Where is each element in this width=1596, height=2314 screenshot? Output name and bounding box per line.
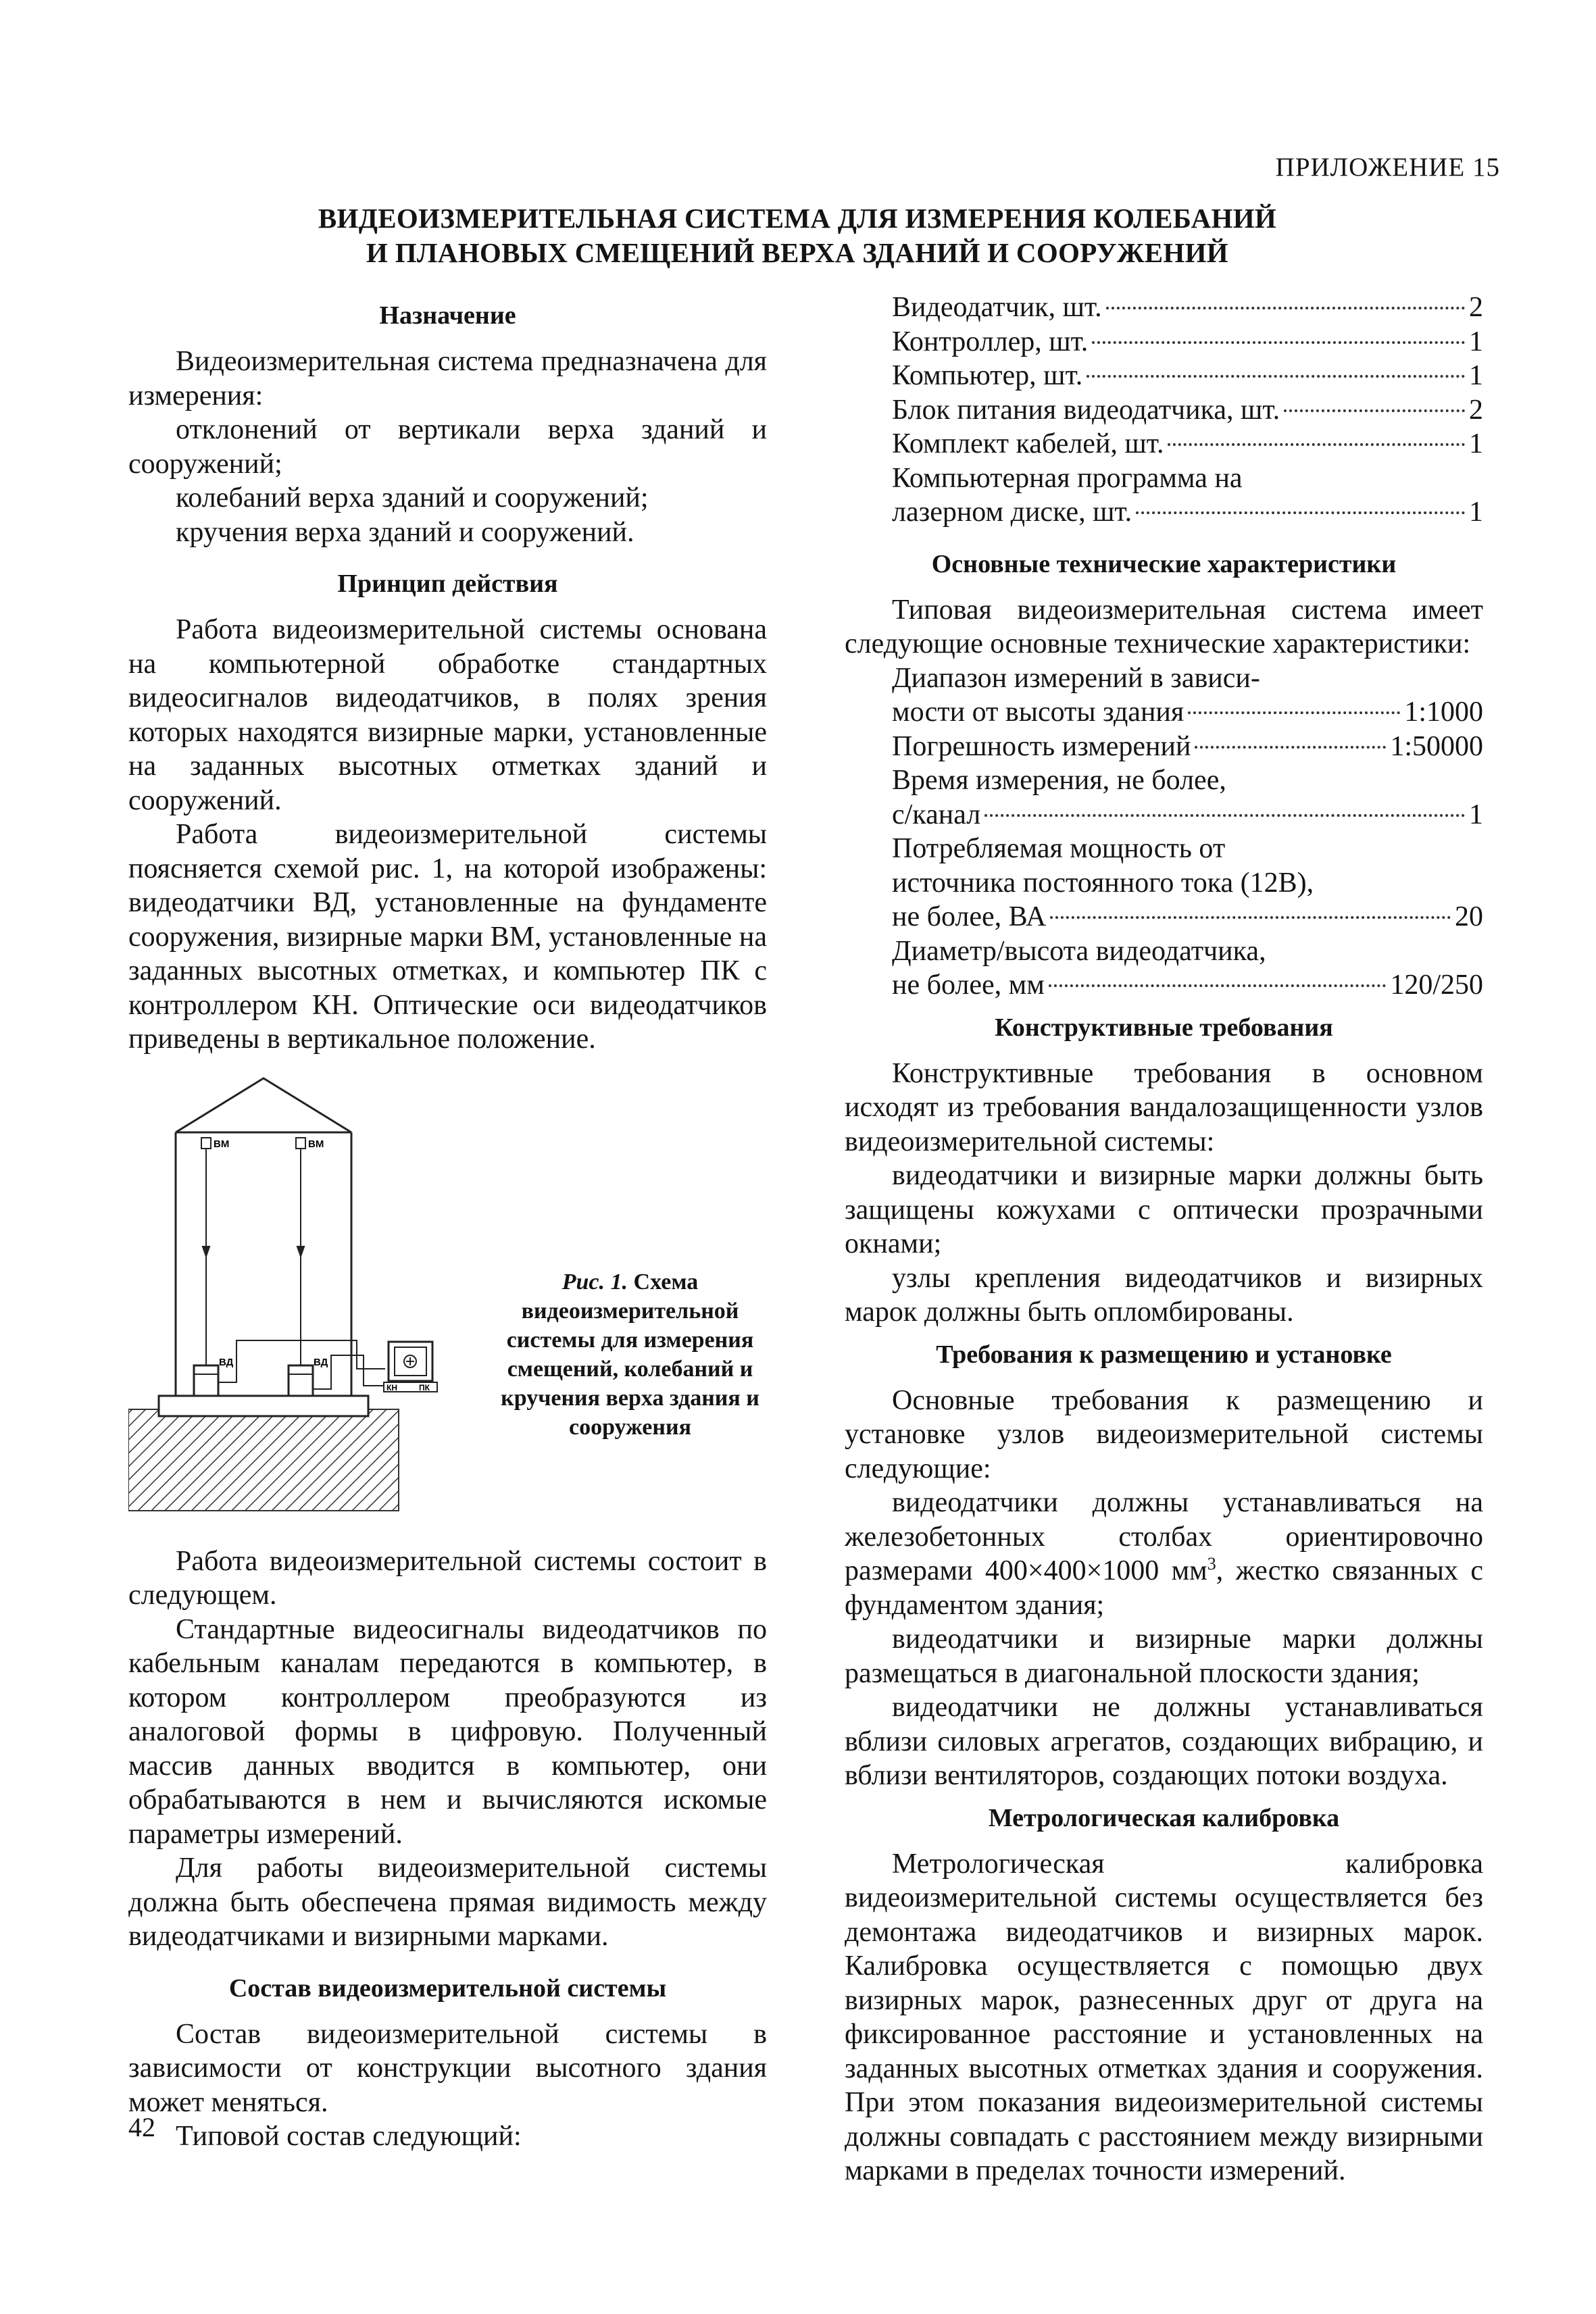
spec-line: Время измерения, не более, [892,765,1226,796]
purpose-item: отклонений от вертикали верха зданий и сооружений; [128,414,767,480]
design-paragraph: узлы крепления видеодатчиков и визирных марок должны быть опломбированы. [845,1262,1483,1328]
list-item: Блок питания видеодатчика, шт. 2 [892,394,1483,426]
list-item: Контроллер, шт. 1 [892,326,1483,357]
list-item: лазерном диске, шт. 1 [892,497,1483,528]
right-column [845,291,1483,2188]
install-paragraph: Основные требования к размещению и установке узлов видеоизмерительной системы следующие: [845,1384,1483,1484]
design-paragraph: видеодатчики и визирные марки должны быть защищены кожухами с оптически прозрачными окнами; [845,1160,1483,1259]
figure-1 [128,1065,767,1517]
heading-calibration: Метрологическая калибровка [988,1803,1340,1832]
heading-install: Требования к размещению и установке [936,1340,1392,1369]
work-paragraph: Для работы видеоизмерительной системы должна быть обеспечена прямая видимость между видеодатчиками и визирными марками. [128,1853,767,1952]
purpose-item: кручения верха зданий и сооружений. [176,516,634,548]
heading-design: Конструктивные требования [995,1013,1333,1042]
heading-principle: Принцип действия [337,570,558,598]
install-paragraph: видеодатчики и визирные марки должны размещаться в диагональной плоскости здания; [845,1624,1483,1689]
work-paragraph: Работа видеоизмерительной системы состоит в следующем. [128,1545,767,1611]
spec-item: не более, мм 120/250 [892,970,1483,1001]
purpose-paragraph: Видеоизмерительная система предназначена для измерения: [128,346,767,411]
composition-paragraph: Состав видеоизмерительной системы в зависимости от конструкции высотного здания может меняться. [128,2018,767,2118]
heading-composition: Состав видеоизмерительной системы [228,1973,667,2003]
label-vd-1: ВД [219,1356,234,1368]
composition-paragraph: Типовой состав следующий: [176,2121,522,2152]
title-line-1: ВИДЕОИЗМЕРИТЕЛЬНАЯ СИСТЕМА ДЛЯ ИЗМЕРЕНИЯ КОЛЕБАНИЙ [318,203,1277,234]
principle-paragraph: Работа видеоизмерительной системы основана на компьютерной обработке стандартных видеосигналов видеодатчиков, в полях зрения которых находятся визирные марки, установленные на заданных высотных отметках зданий и сооружений. [128,614,767,816]
list-item: Компьютер, шт. 1 [892,360,1483,391]
title-line-2: И ПЛАНОВЫХ СМЕЩЕНИЙ ВЕРХА ЗДАНИЙ И СООРУЖЕНИЙ [366,237,1228,268]
caption-label: Рис. 1. [562,1269,628,1294]
building-roof [176,1078,351,1132]
spec-line: источника постоянного тока (12В), [892,867,1314,899]
video-sensor-1 [194,1365,218,1396]
heading-specs: Основные технические характеристики [931,549,1397,578]
spec-item: Погрешность измерений 1:50000 [892,730,1483,762]
install-paragraph: видеодатчики не должны устанавливаться вблизи силовых агрегатов, создающих вибрацию, и вблизи вентиляторов, создающих потоки воздуха. [845,1692,1483,1791]
list-item: Видеодатчик, шт. 2 [892,292,1483,323]
design-paragraph: Конструктивные требования в основном исходят из требования вандалозащищенности узлов видеоизмерительной системы: [845,1057,1483,1157]
ground-hatch [128,1409,399,1511]
left-column [128,291,767,2154]
list-item-continued: Компьютерная программа на [892,462,1243,494]
figure-caption [497,1267,764,1442]
install-paragraph: видеодатчики должны устанавливаться на железобетонных столбах ориентировочно размерами 400×400×1000 $мм^3$, жестко связанных с фундаментом здания; [845,1487,1483,1621]
caption-text: Схема видеоизмерительной системы для измерения смещений, колебаний и кручения верха здания и сооружения [501,1269,759,1440]
calibration-paragraph: Метрологическая калибровка видеоизмерительной системы осуществляется без демонтажа видеодатчиков и визирных марок. Калибровка осуществляется с помощью двух визирных марок, разнесенных друг от друга на фиксированное расстояние и установленных на заданных высотных отметках здания и сооружения. При этом показания видеоизмерительной системы должны совпадать с расстоянием между визирными марками в пределах точности измерений. [845,1848,1483,2186]
specs-intro: Типовая видеоизмерительная система имеет следующие основные технические характеристики: [845,594,1483,659]
label-vm-2: ВМ [308,1138,324,1150]
list-item: Комплект кабелей, шт. 1 [892,428,1483,459]
spec-line: Диапазон измерений в зависи- [892,662,1260,694]
spec-line: Потребляемая мощность от [892,833,1226,864]
page-number: 42 [128,2112,155,2142]
spec-item: с/канал 1 [892,799,1483,830]
label-kn: КН [386,1382,397,1392]
appendix-label: ПРИЛОЖЕНИЕ 15 [1275,153,1500,182]
label-vd-2: ВД [314,1356,328,1368]
spec-item: не более, ВА 20 [892,901,1483,932]
label-pk: ПК [419,1382,430,1392]
spec-line: Диаметр/высота видеодатчика, [892,935,1266,967]
principle-paragraph: Работа видеоизмерительной системы поясняется схемой рис. 1, на которой изображены: видеодатчики ВД, установленные на фундаменте сооружения, визирные марки ВМ, установленные на заданных высотных отметках, и компьютер ПК с контроллером КН. Оптические оси видеодатчиков приведены в вертикальное положение. [128,819,767,1055]
sighting-mark-1 [201,1138,211,1149]
spec-item: мости от высоты здания 1:1000 [892,697,1483,728]
foundation [159,1396,368,1416]
video-sensor-2 [289,1365,313,1396]
work-paragraph: Стандартные видеосигналы видеодатчиков по кабельным каналам передаются в компьютер, в котором контроллером преобразуются из аналоговой формы в цифровую. Полученный массив данных вводится в компьютер, они обрабатываются в нем и вычисляются искомые параметры измерений. [128,1613,767,1850]
sighting-mark-2 [296,1138,305,1149]
purpose-item: колебаний верха зданий и сооружений; [176,482,649,513]
document-title [257,201,1338,270]
heading-purpose: Назначение [379,301,516,330]
label-vm-1: ВМ [214,1138,230,1150]
